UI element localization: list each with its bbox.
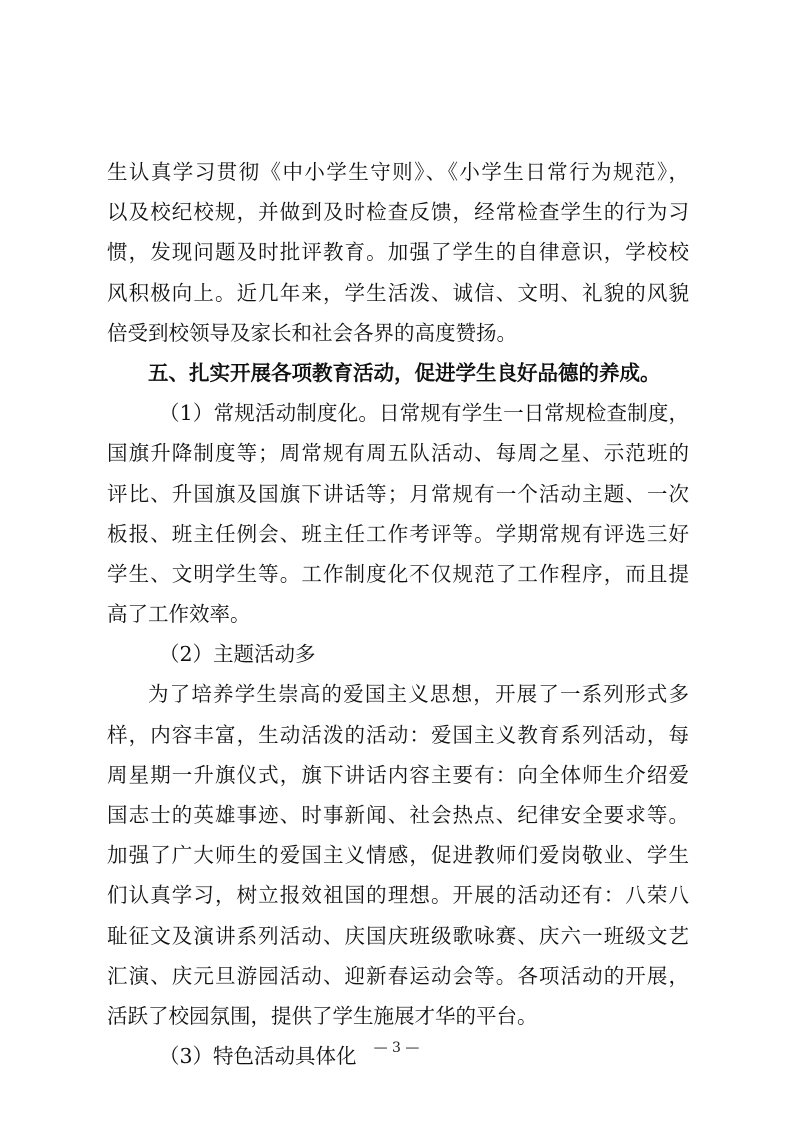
- text-line: 耻征文及演讲系列活动、庆国庆班级歌咏赛、庆六一班级文艺: [107, 923, 689, 948]
- text-line: 国志士的英雄事迹、时事新闻、社会热点、纪律安全要求等。: [107, 803, 689, 827]
- text-line: 活跃了校园氛围，提供了学生施展才华的平台。: [107, 1003, 538, 1028]
- body-text: [107, 152, 689, 1076]
- text-line: 倍受到校领导及家长和社会各界的高度赞扬。: [107, 320, 517, 345]
- text-line: 汇演、庆元旦游园活动、迎新春运动会等。各项活动的开展，: [107, 963, 689, 988]
- text-line: 学生、文明学生等。工作制度化不仅规范了工作程序，而且提: [107, 561, 689, 586]
- text-line: 加强了广大师生的爱国主义情感，促进教师们爱岗敬业、学生: [107, 843, 689, 868]
- text-line: 以及校纪校规，并做到及时检查反馈，经常检查学生的行为习: [107, 200, 689, 225]
- text-line: 们认真学习，树立报效祖国的理想。开展的活动还有：八荣八: [107, 883, 689, 908]
- text-line: 样，内容丰富，生动活泼的活动：爱国主义教育系列活动，每: [107, 722, 689, 747]
- text-line: 风积极向上。近几年来，学生活泼、诚信、文明、礼貌的风貌: [107, 280, 689, 305]
- text-line: 评比、升国旗及国旗下讲话等；月常规有一个活动主题、一次: [107, 481, 689, 506]
- text-line: （1）常规活动制度化。日常规有学生一日常规检查制度，: [159, 401, 689, 426]
- text-line: 生认真学习贯彻《中小学生守则》、《小学生日常行为规范》，: [107, 160, 689, 184]
- subsection-heading: （3）特色活动具体化: [159, 1044, 357, 1069]
- text-line: 惯，发现问题及时批评教育。加强了学生的自律意识，学校校: [107, 240, 689, 265]
- page-number: — 3 —: [373, 1040, 420, 1056]
- subsection-heading: （2）主题活动多: [159, 642, 316, 667]
- text-line: 为了培养学生崇高的爱国主义思想，开展了一系列形式多: [148, 682, 689, 707]
- text-line: 高了工作效率。: [107, 602, 251, 627]
- text-line: 周星期一升旗仪式，旗下讲话内容主要有：向全体师生介绍爱: [107, 762, 689, 787]
- section-heading: 五、扎实开展各项教育活动，促进学生良好品德的养成。: [148, 360, 661, 385]
- text-line: 板报、班主任例会、班主任工作考评等。学期常规有评选三好: [107, 521, 689, 546]
- text-line: 国旗升降制度等；周常规有周五队活动、每周之星、示范班的: [107, 441, 689, 466]
